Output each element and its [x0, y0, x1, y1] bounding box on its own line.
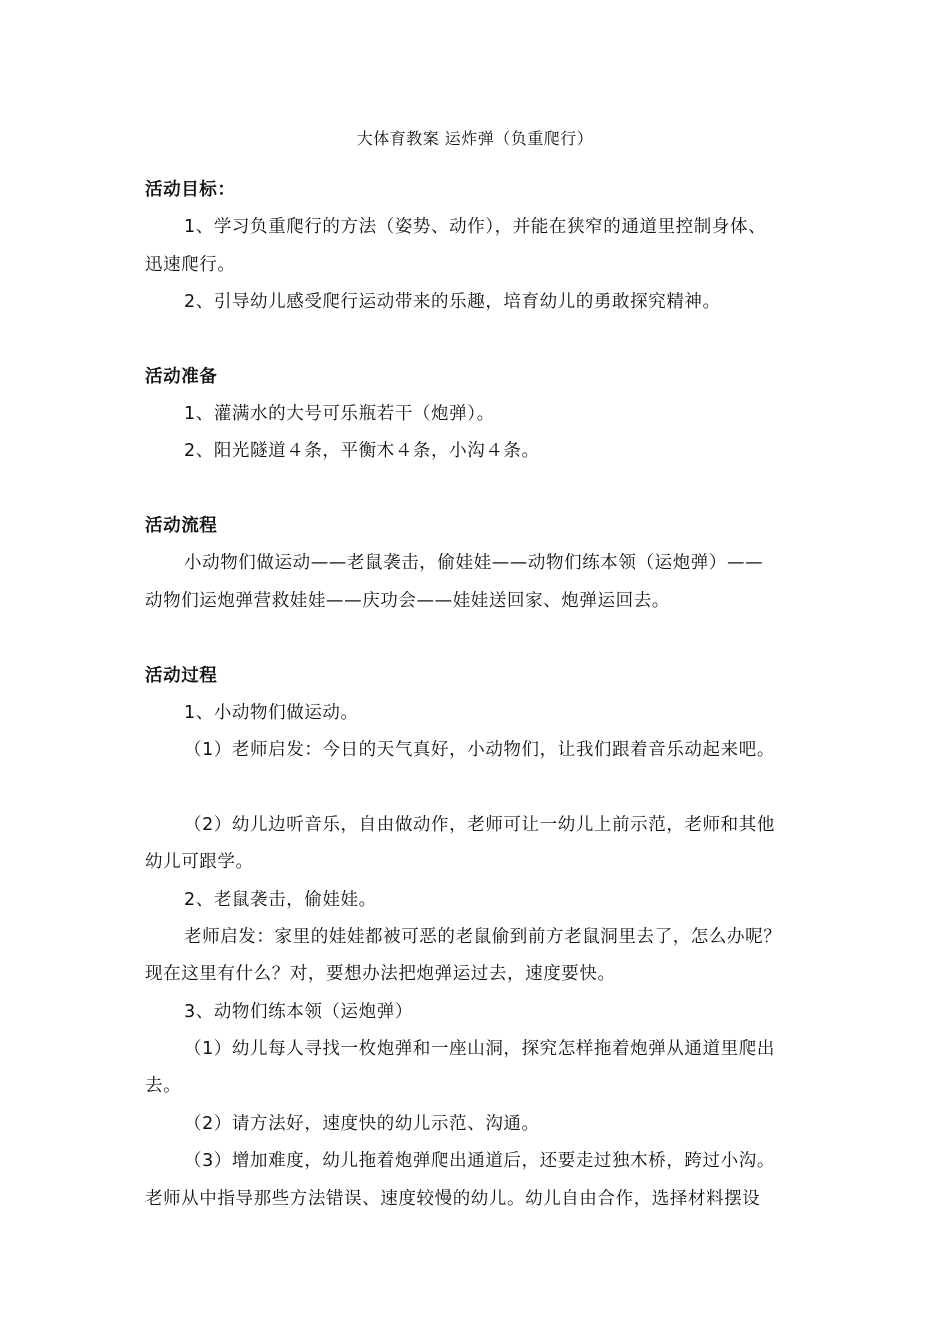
paragraph-line: 动物们运炮弹营救娃娃——庆功会——娃娃送回家、炮弹运回去。: [145, 591, 670, 611]
paragraph-line: 迅速爬行。: [145, 255, 236, 275]
section-heading-process: 活动过程: [145, 666, 218, 686]
paragraph-line: 2、引导幼儿感受爬行运动带来的乐趣，培育幼儿的勇敢探究精神。: [184, 292, 721, 312]
paragraph-line: 现在这里有什么？对，要想办法把炮弹运过去，速度要快。: [145, 964, 616, 984]
paragraph-line: 老师启发：家里的娃娃都被可恶的老鼠偷到前方老鼠洞里去了，怎么办呢？: [184, 927, 782, 947]
paragraph-line: （3）增加难度，幼儿拖着炮弹爬出通道后，还要走过独木桥，跨过小沟。: [184, 1151, 775, 1171]
paragraph-line: （2）幼儿边听音乐，自由做动作，老师可让一幼儿上前示范，老师和其他: [184, 815, 775, 835]
paragraph-line: 小动物们做运动——老鼠袭击，偷娃娃——动物们练本领（运炮弹）——: [184, 553, 764, 573]
paragraph-line: 1、小动物们做运动。: [184, 703, 359, 723]
paragraph-line: （2）请方法好，速度快的幼儿示范、沟通。: [184, 1114, 540, 1134]
section-heading-flow: 活动流程: [145, 516, 218, 536]
paragraph-line: 去。: [145, 1076, 182, 1096]
section-heading-goals: 活动目标：: [145, 180, 236, 200]
paragraph-line: （1）老师启发：今日的天气真好，小动物们，让我们跟着音乐动起来吧。: [184, 740, 775, 760]
paragraph-line: 幼儿可跟学。: [145, 852, 254, 872]
paragraph-line: 3、动物们练本领（运炮弹）: [184, 1002, 413, 1022]
paragraph-line: 2、老鼠袭击，偷娃娃。: [184, 890, 377, 910]
document-title: 大体育教案 运炸弹（负重爬行）: [356, 129, 594, 148]
paragraph-line: 1、学习负重爬行的方法（姿势、动作），并能在狭窄的通道里控制身体、: [184, 217, 767, 237]
paragraph-line: 1、灌满水的大号可乐瓶若干（炮弹）。: [184, 404, 495, 424]
paragraph-line: 老师从中指导那些方法错误、速度较慢的幼儿。幼儿自由合作，选择材料摆设: [145, 1189, 761, 1209]
paragraph-line: 2、阳光隧道４条，平衡木４条，小沟４条。: [184, 441, 540, 461]
paragraph-line: （1）幼儿每人寻找一枚炮弹和一座山洞，探究怎样拖着炮弹从通道里爬出: [184, 1039, 775, 1059]
section-heading-preparation: 活动准备: [145, 367, 218, 387]
